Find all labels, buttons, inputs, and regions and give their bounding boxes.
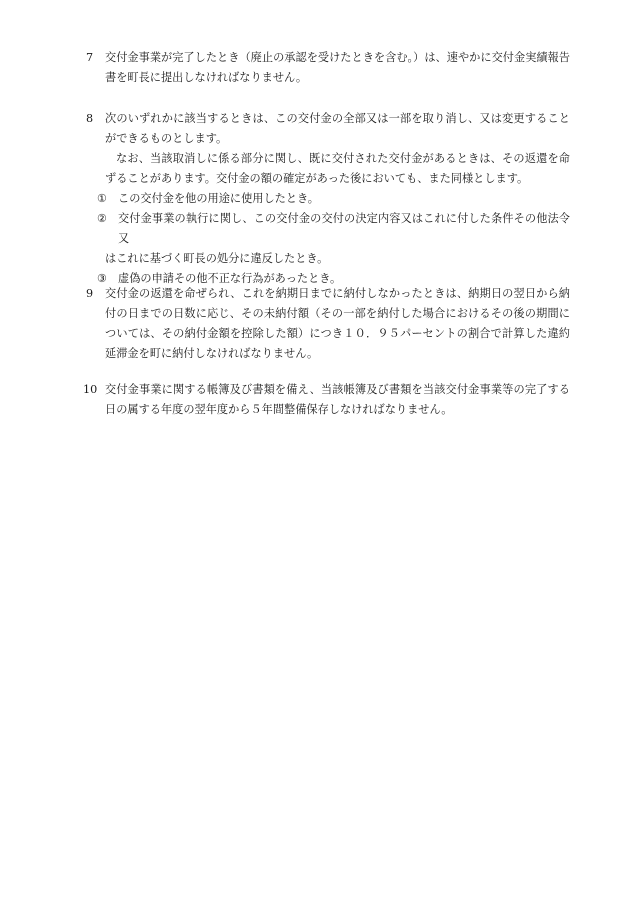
clause-note: なお、当該取消しに係る部分に関し、既に交付された交付金があるときは、その返還を命ずることがあります。交付金の額の確定があった後においても、また同様とします。 [105, 152, 570, 185]
clause-7 [84, 48, 570, 88]
clause-9 [84, 284, 570, 364]
sub-item-text: 虚偽の申請その他不正な行為があったとき。 [118, 272, 342, 285]
sub-item-mark: ③ [97, 272, 108, 285]
sub-item-text: この交付金を他の用途に使用したとき。 [118, 192, 319, 205]
clause-text: 交付金事業に関する帳簿及び書類を備え、当該帳簿及び書類を当該交付金事業等の完了する日の属する年度の翌年度から５年間整備保存しなければなりません。 [105, 383, 570, 416]
sub-item-2 [84, 209, 570, 269]
clause-number: 7 [86, 51, 94, 64]
clause-8 [84, 109, 570, 289]
clause-number: 9 [86, 287, 94, 300]
sub-item-1 [84, 189, 570, 209]
sub-item-text-line1: 交付金事業の執行に関し、この交付金の交付の決定内容又はこれに付した条件その他法令又 [118, 212, 570, 245]
clause-text: 交付金事業が完了したとき（廃止の承認を受けたときを含む。）は、速やかに交付金実績報告書を町長に提出しなければなりません。 [105, 51, 570, 84]
clause-number: 8 [86, 112, 94, 125]
clause-10 [84, 380, 570, 420]
clause-text: 次のいずれかに該当するときは、この交付金の全部又は一部を取り消し、又は変更することができるものとします。 [105, 112, 570, 145]
sub-item-mark: ① [97, 192, 108, 205]
sub-item-text-line2: はこれに基づく町長の処分に違反したとき。 [105, 252, 329, 265]
clause-number: 10 [83, 383, 98, 396]
clause-text: 交付金の返還を命ぜられ、これを納期日までに納付しなかったときは、納期日の翌日から納付の日までの日数に応じ、その未納付額（その一部を納付した場合におけるその後の期間については、その納付金額を控除した額）につき１０．９５パーセントの割合で計算した違約延滞金を町に納付しなければなりません。 [105, 287, 570, 360]
sub-item-mark: ② [97, 212, 108, 225]
